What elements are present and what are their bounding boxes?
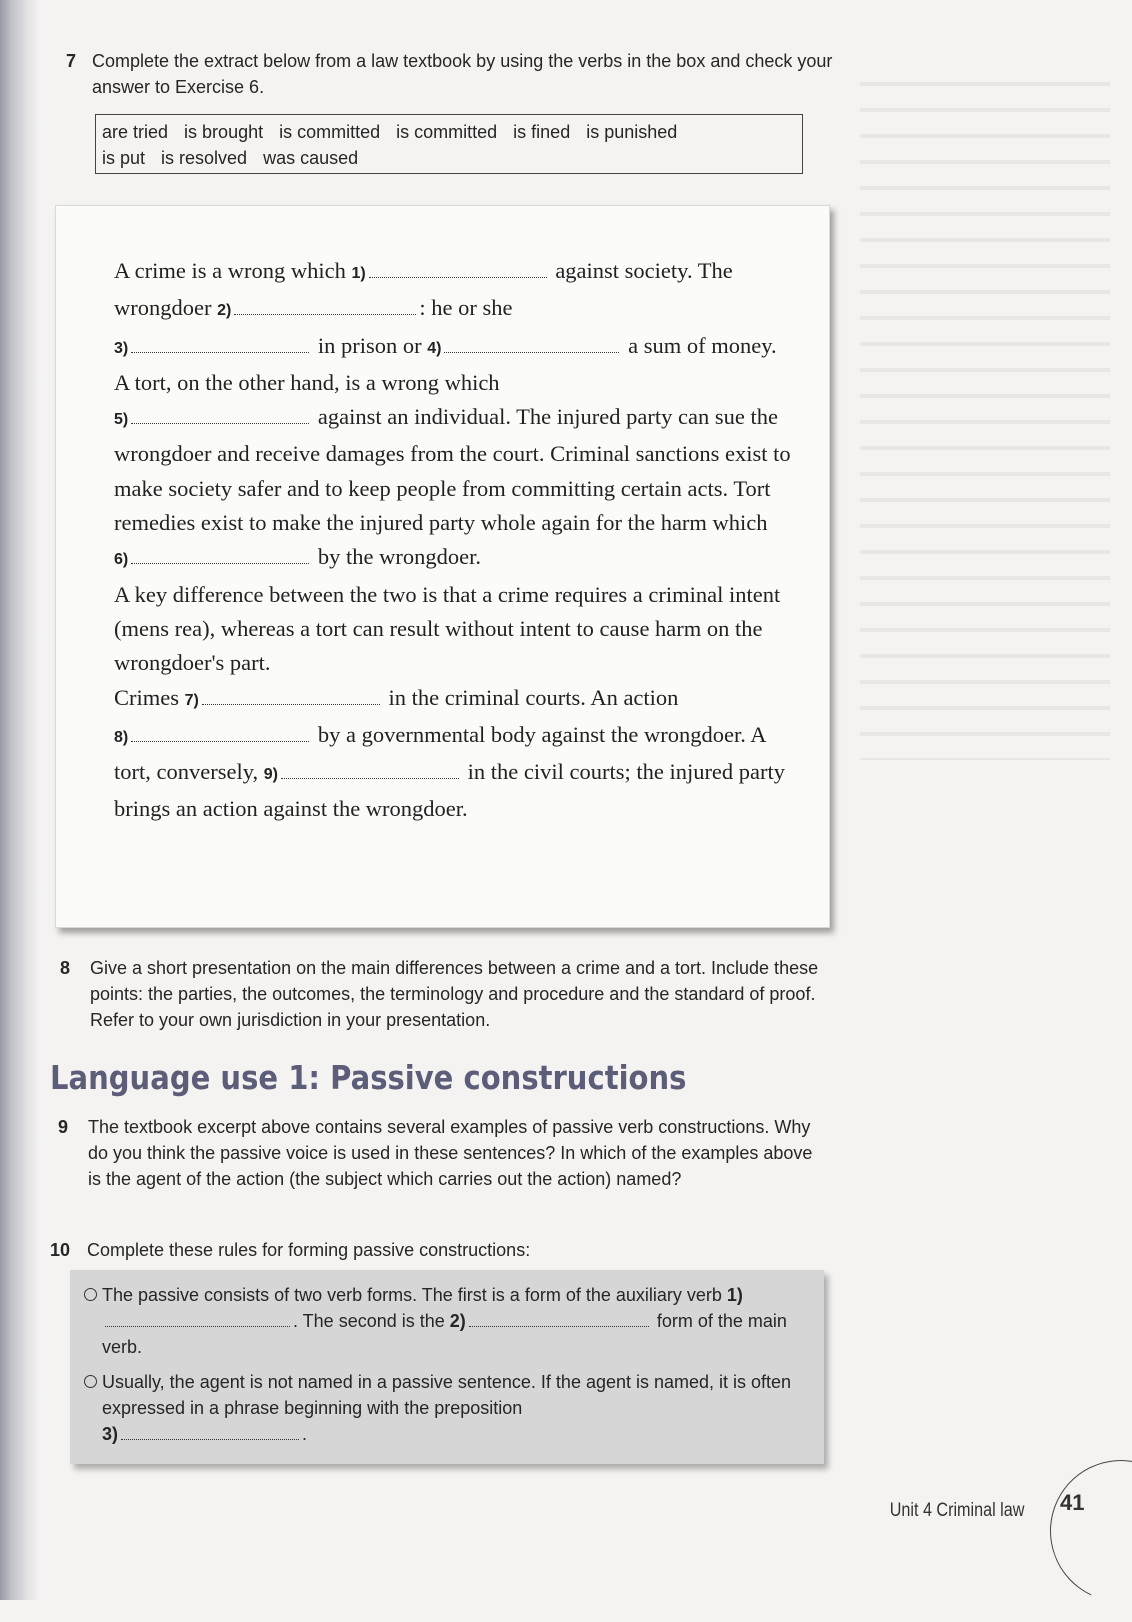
extract-segment: in prison or [317, 332, 422, 358]
rule-text: . The second is the [293, 1311, 445, 1331]
gap-3-blank[interactable] [131, 336, 309, 353]
rule-gap-1-blank[interactable] [105, 1313, 290, 1327]
rule-2 [84, 1369, 804, 1447]
gap-label: 6) [114, 551, 129, 569]
gap-label: 7) [184, 691, 199, 709]
gap-label: 4) [427, 339, 442, 357]
book-binding-shadow [0, 0, 40, 1600]
gap-4-blank[interactable] [444, 336, 619, 353]
extract-segment: : he or she [419, 295, 513, 321]
gap-label: 2) [449, 1311, 466, 1331]
extract-segment: a sum of money. A tort, on the other hand, is a wrong which [114, 332, 777, 395]
extract-segment: A key difference between the two is that a crime requires a criminal intent (mens rea), whereas a tort can result without intent to cause harm on the wrongdoer's part. [114, 581, 781, 676]
gap-5-blank[interactable] [131, 407, 309, 424]
gap-label: 5) [114, 411, 129, 429]
gap-label: 1) [726, 1285, 743, 1305]
exercise-10 [50, 1237, 830, 1263]
extract-segment: in the criminal courts. An action [388, 684, 679, 710]
word-box-item: is put [102, 148, 146, 168]
gap-6-blank[interactable] [131, 547, 309, 564]
rules-box [70, 1270, 824, 1464]
gap-label: 8) [114, 728, 129, 746]
show-through-text [860, 60, 1110, 760]
exercise-instruction: Give a short presentation on the main differences between a crime and a tort. Include these points: the parties, the outcomes, the terminology and procedure and the standard of proof. Refer to your own jurisdiction in your presentation. [90, 958, 819, 1030]
exercise-7 [66, 48, 846, 100]
exercise-instruction: The textbook excerpt above contains several examples of passive verb constructions. Why do you think the passive voice is used in these sentences? In which of the examples above is the agent of the action (the subject which carries out the action) named? [88, 1117, 813, 1189]
exercise-number: 10 [50, 1240, 71, 1260]
word-box-item: is committed [279, 122, 381, 142]
rule-1 [84, 1282, 804, 1360]
gap-label: 9) [263, 766, 278, 784]
extract-segment: by the wrongdoer. [317, 544, 481, 570]
exercise-8 [60, 955, 840, 1033]
word-box-item: is resolved [161, 148, 248, 168]
section-heading: Language use 1: Passive constructions [50, 1058, 687, 1097]
extract-segment: against society. The wrongdoer [114, 258, 733, 321]
gap-2-blank[interactable] [234, 298, 416, 315]
rule-text: . [302, 1424, 308, 1444]
rule-gap-2-blank[interactable] [469, 1313, 649, 1327]
bullet-circle-icon [84, 1288, 97, 1301]
gap-label: 3) [102, 1424, 119, 1444]
word-box-item: is committed [396, 122, 498, 142]
rule-text: The passive consists of two verb forms. The first is a form of the auxiliary verb [102, 1285, 722, 1305]
gap-1-blank[interactable] [369, 261, 547, 278]
exercise-instruction: Complete these rules for forming passive constructions: [87, 1240, 531, 1260]
unit-label: Unit 4 Criminal law [889, 1500, 1024, 1521]
exercise-number: 9 [58, 1117, 69, 1137]
word-box-item: are tried [102, 122, 169, 142]
rule-text: form of the main verb. [102, 1311, 787, 1357]
extract-segment: by a governmental body against the wrongdoer. A tort, conversely, [114, 721, 766, 785]
gap-9-blank[interactable] [281, 762, 459, 779]
verb-word-box [95, 114, 803, 174]
word-box-item: was caused [263, 148, 359, 168]
extract-segment: against an individual. The injured party can sue the wrongdoer and receive damages from the court. Criminal sanctions exist to make society safer and to keep people from committing certain acts. Tort remedies exist to make the injured party whole again for the harm which [114, 404, 791, 536]
gap-8-blank[interactable] [131, 725, 309, 742]
exercise-number: 8 [60, 958, 71, 978]
word-box-item: is brought [184, 122, 264, 142]
extract-segment: A crime is a wrong which [114, 258, 346, 283]
exercise-instruction: Complete the extract below from a law textbook by using the verbs in the box and check your answer to Exercise 6. [92, 51, 833, 97]
gap-label: 2) [217, 302, 232, 320]
rule-gap-3-blank[interactable] [121, 1426, 299, 1440]
word-box-item: is punished [586, 122, 678, 142]
bullet-circle-icon [84, 1375, 97, 1388]
exercise-number: 7 [66, 51, 77, 71]
rule-text: Usually, the agent is not named in a passive sentence. If the agent is named, it is often expressed in a phrase beginning with the preposition [102, 1372, 792, 1418]
page-number-arc [1030, 1440, 1132, 1622]
gap-label: 1) [351, 265, 366, 282]
gap-7-blank[interactable] [202, 688, 380, 705]
extract-segment: Crimes [114, 684, 179, 710]
gap-label: 3) [114, 339, 129, 357]
extract-segment: in the civil courts; the injured party brings an action against the wrongdoer. [114, 759, 786, 822]
word-box-item: is fined [513, 122, 571, 142]
extract-text [114, 254, 794, 827]
exercise-9 [58, 1114, 828, 1192]
page-number: 41 [1060, 1490, 1085, 1515]
textbook-extract [55, 205, 830, 928]
